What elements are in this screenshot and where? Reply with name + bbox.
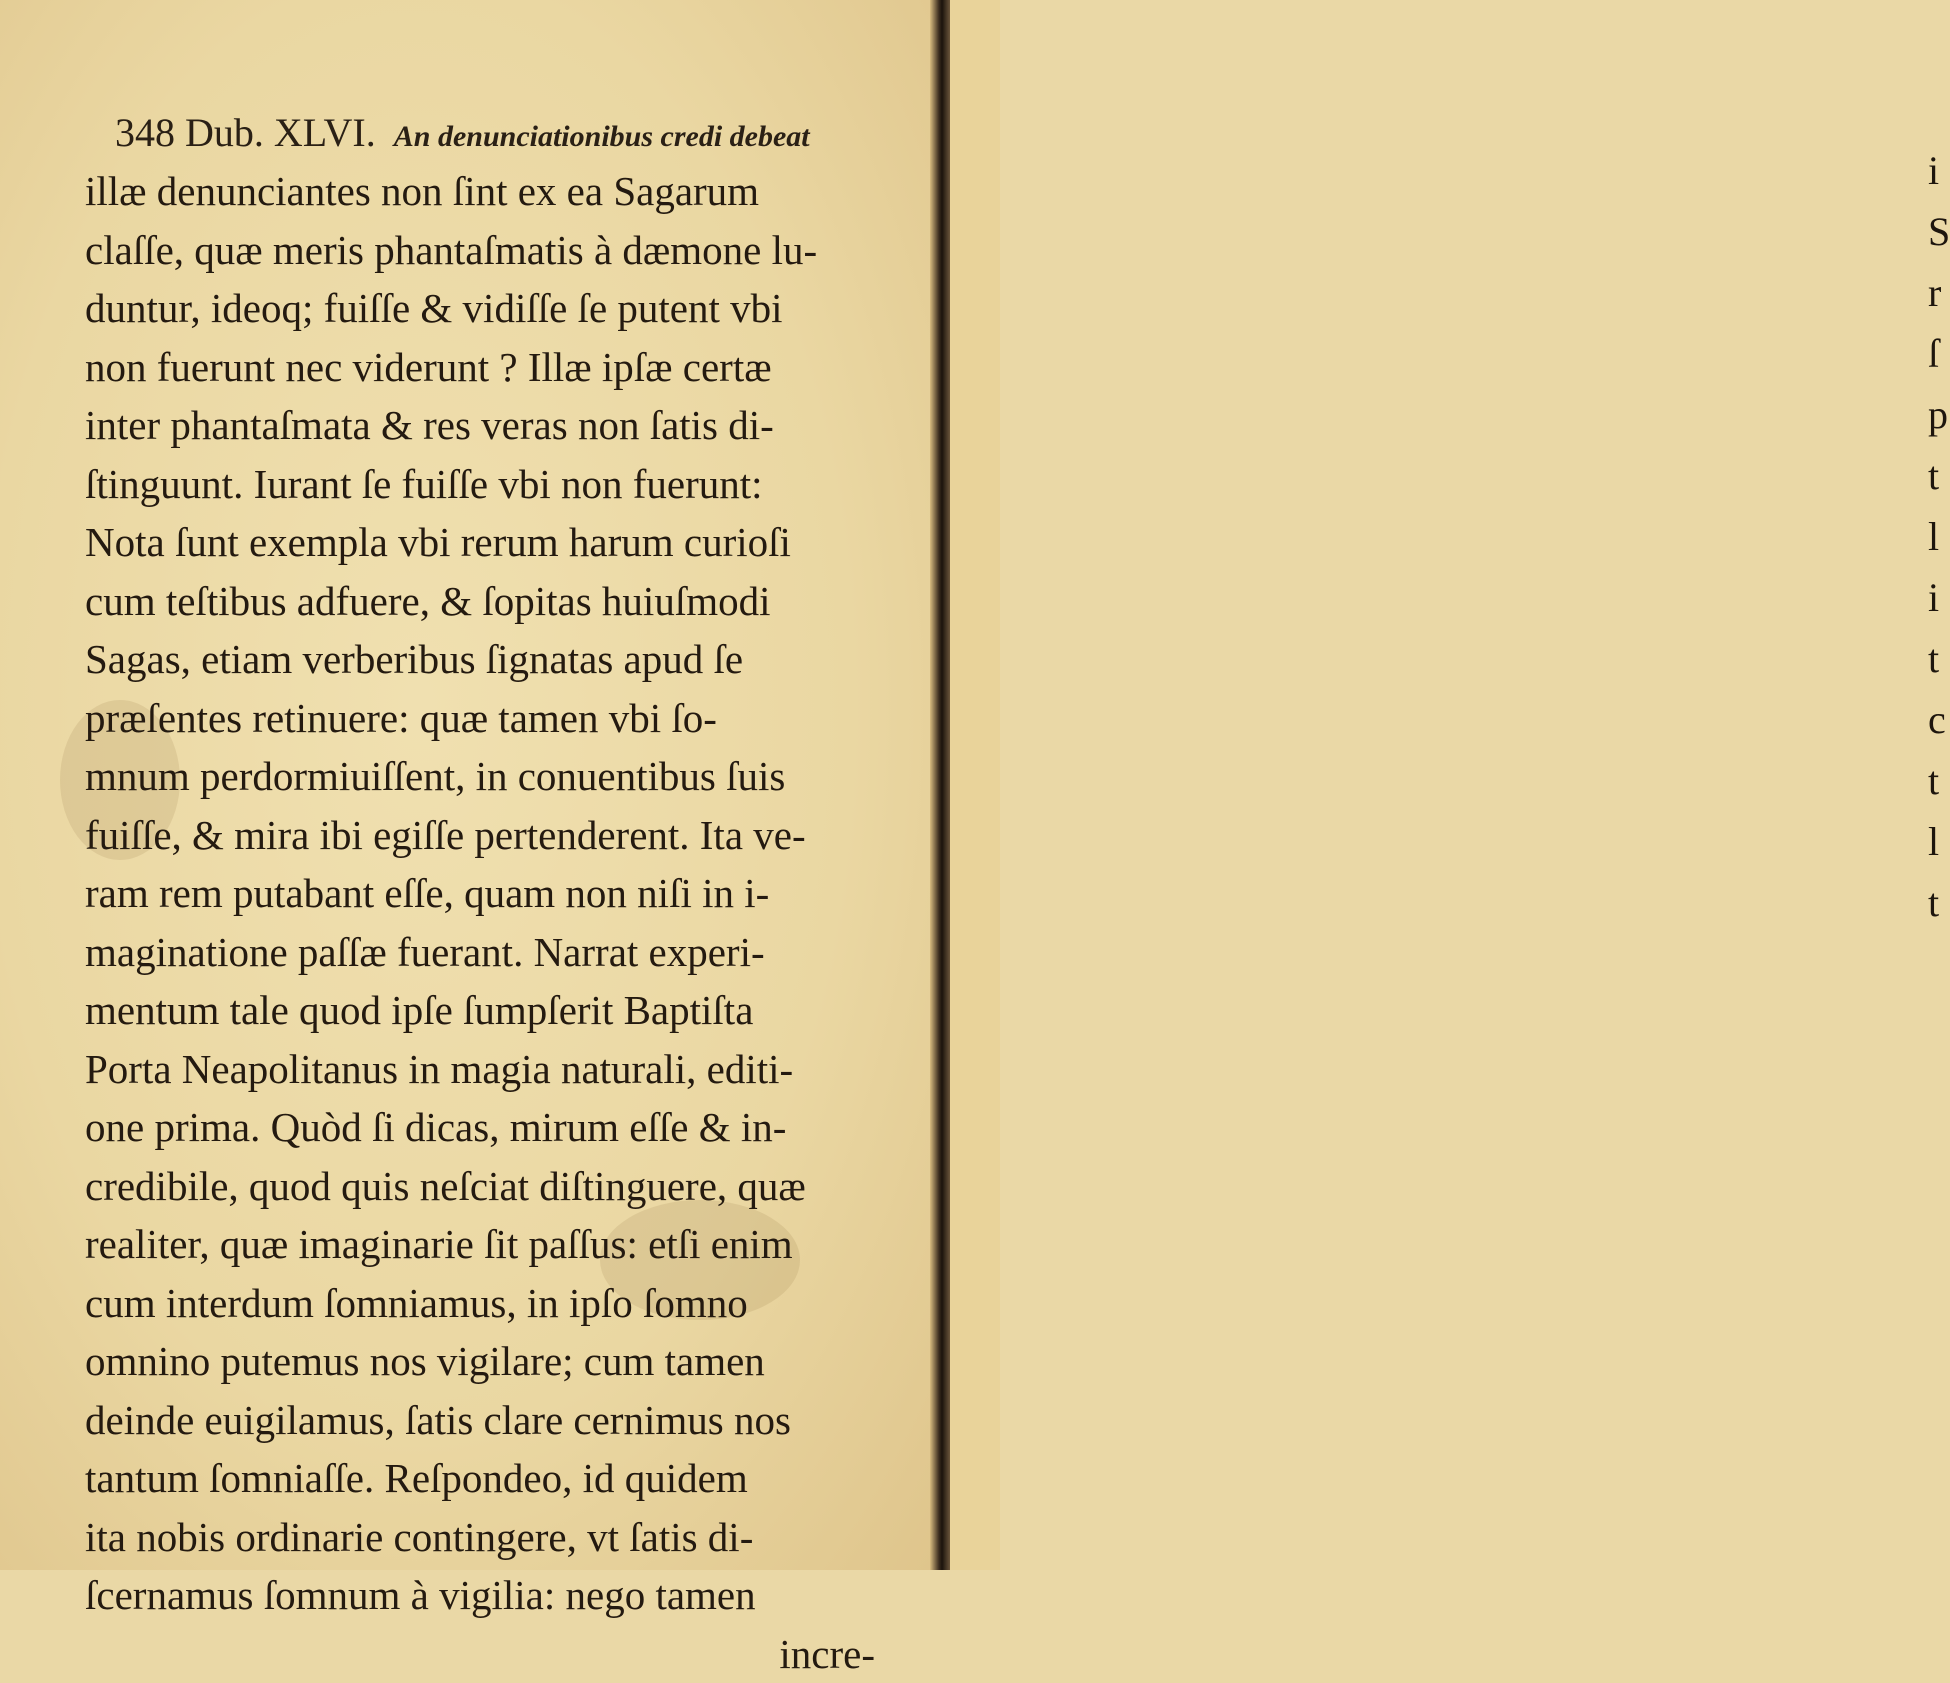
facing-letter: S xyxy=(1928,201,1950,262)
text-line: maginatione paſſæ fuerant. Narrat experi- xyxy=(85,923,905,982)
facing-letter: t xyxy=(1928,445,1950,506)
book-gutter xyxy=(930,0,950,1570)
text-line: illæ denunciantes non ſint ex ea Sagarum xyxy=(85,162,905,221)
page-header xyxy=(115,108,895,162)
text-line: mentum tale quod ipſe ſumpſerit Baptiſta xyxy=(85,981,905,1040)
text-line: Nota ſunt exempla vbi rerum harum curioſi xyxy=(85,513,905,572)
facing-letter: r xyxy=(1928,262,1950,323)
text-line: claſſe, quæ meris phantaſmatis à dæmone lu- xyxy=(85,221,905,280)
text-line: ſtinguunt. Iurant ſe fuiſſe vbi non fuerunt: xyxy=(85,455,905,514)
text-line: realiter, quæ imaginarie ſit paſſus: etſi enim xyxy=(85,1215,905,1274)
facing-page-letters xyxy=(1928,140,1950,933)
text-line: inter phantaſmata & res veras non ſatis di- xyxy=(85,396,905,455)
text-line: credibile, quod quis neſciat diſtinguere, quæ xyxy=(85,1157,905,1216)
text-line: Sagas, etiam verberibus ſignatas apud ſe xyxy=(85,630,905,689)
book-page xyxy=(0,0,930,1570)
text-line: Porta Neapolitanus in magia naturali, editi- xyxy=(85,1040,905,1099)
text-line: one prima. Quòd ſi dicas, mirum eſſe & in- xyxy=(85,1098,905,1157)
text-line: deinde euigilamus, ſatis clare cernimus nos xyxy=(85,1391,905,1450)
facing-letter: c xyxy=(1928,689,1950,750)
text-line: non fuerunt nec viderunt ? Illæ ipſæ certæ xyxy=(85,338,905,397)
facing-letter: p xyxy=(1928,384,1950,445)
text-line: tantum ſomniaſſe. Reſpondeo, id quidem xyxy=(85,1449,905,1508)
facing-letter: t xyxy=(1928,872,1950,933)
facing-letter: t xyxy=(1928,750,1950,811)
text-line: omnino putemus nos vigilare; cum tamen xyxy=(85,1332,905,1391)
section-label: Dub. XLVI. xyxy=(185,110,376,155)
text-line: fuiſſe, & mira ibi egiſſe pertenderent. Ita ve- xyxy=(85,806,905,865)
facing-letter: ſ xyxy=(1928,323,1950,384)
facing-page-edge xyxy=(950,0,1000,1570)
text-line: ſcernamus ſomnum à vigilia: nego tamen xyxy=(85,1566,905,1625)
catchword: incre- xyxy=(85,1625,905,1683)
text-line: ram rem putabant eſſe, quam non niſi in i- xyxy=(85,864,905,923)
page-number: 348 xyxy=(115,110,175,155)
text-line: præſentes retinuere: quæ tamen vbi ſo- xyxy=(85,689,905,748)
facing-letter: i xyxy=(1928,567,1950,628)
text-line: cum teſtibus adfuere, & ſopitas huiuſmodi xyxy=(85,572,905,631)
text-line: duntur, ideoq; fuiſſe & vidiſſe ſe putent vbi xyxy=(85,279,905,338)
text-line: cum interdum ſomniamus, in ipſo ſomno xyxy=(85,1274,905,1333)
facing-letter: i xyxy=(1928,140,1950,201)
facing-letter: t xyxy=(1928,628,1950,689)
text-line: mnum perdormiuiſſent, in conuentibus ſuis xyxy=(85,747,905,806)
running-title: An denunciationibus credi debeat xyxy=(394,120,810,153)
body-text xyxy=(85,162,905,1683)
facing-letter: l xyxy=(1928,506,1950,567)
text-line: ita nobis ordinarie contingere, vt ſatis di- xyxy=(85,1508,905,1567)
facing-letter: l xyxy=(1928,811,1950,872)
